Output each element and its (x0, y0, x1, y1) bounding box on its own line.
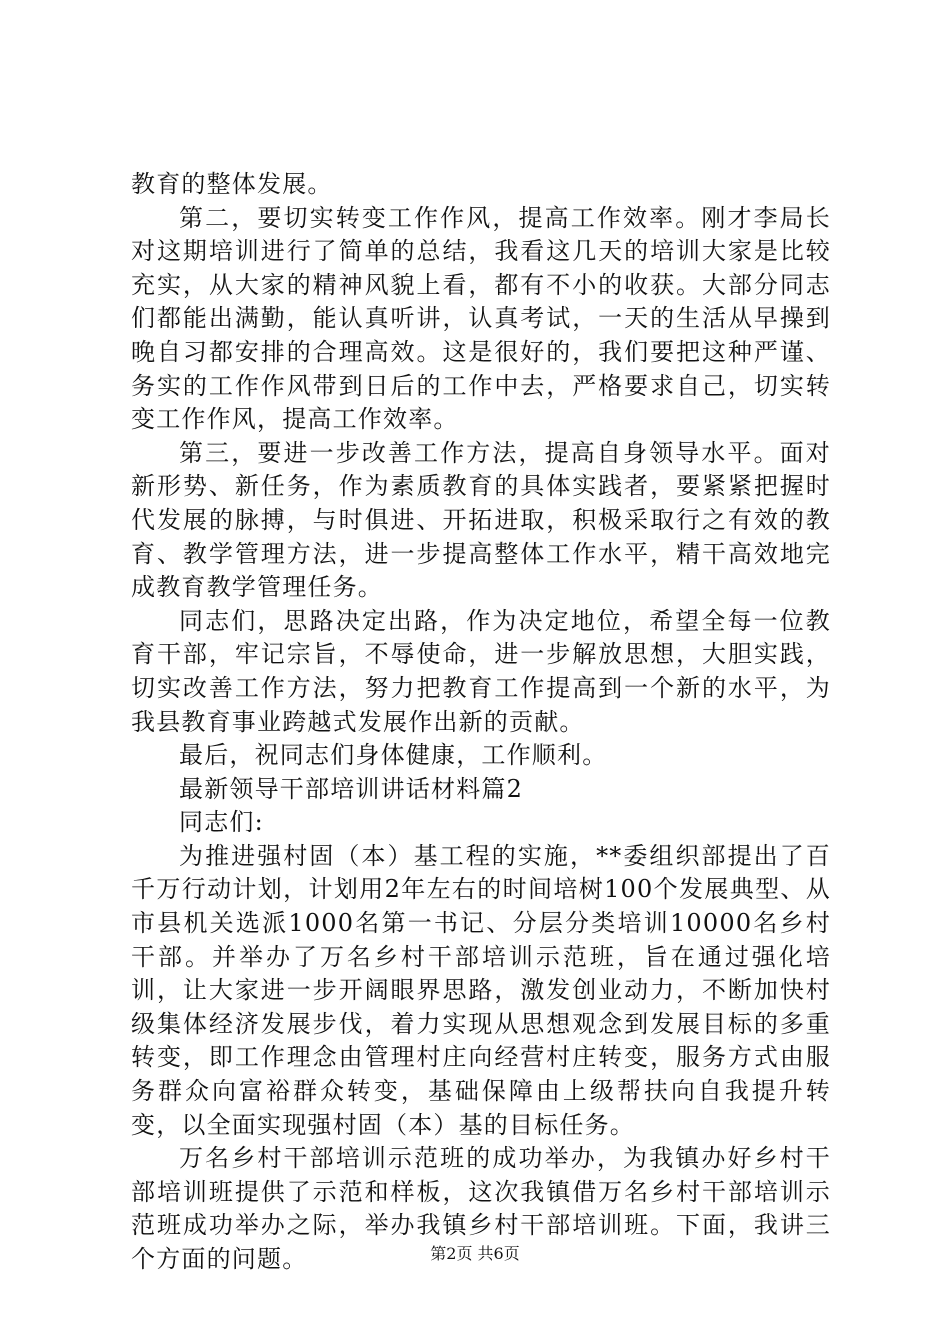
paragraph-continuation: 教育的整体发展。 (131, 170, 333, 198)
document-body (131, 168, 831, 1277)
paragraph-program-intro: 为推进强村固（本）基工程的实施，**委组织部提出了百千万行动计划，计划用2年左右的时间培树100个发展典型、从市县机关选派1000名第一书记、分层分类培训10000名乡村干部。并举办了万名乡村干部培训示范班，旨在通过强化培训，让大家进一步开阔眼界思路，激发创业动力，不断加快村级集体经济发展步伐，着力实现从思想观念到发展目标的多重转变，即工作理念由管理村庄向经营村庄转变，服务方式由服务群众向富裕群众转变，基础保障由上级帮扶向自我提升转变，以全面实现强村固（本）基的目标任务。 (131, 841, 831, 1139)
paragraph-third-point: 第三，要进一步改善工作方法，提高自身领导水平。面对新形势、新任务，作为素质教育的具体实践者，要紧紧把握时代发展的脉搏，与时俱进、开拓进取，积极采取行之有效的教育、教学管理方法，进一步提高整体工作水平，精干高效地完成教育教学管理任务。 (131, 438, 831, 602)
paragraph-second-point: 第二，要切实转变工作作风，提高工作效率。刚才李局长对这期培训进行了简单的总结，我看这几天的培训大家是比较充实，从大家的精神风貌上看，都有不小的收获。大部分同志们都能出满勤，能认真听讲，认真考试，一天的生活从早操到晚自习都安排的合理高效。这是很好的，我们要把这种严谨、务实的工作作风带到日后的工作中去，严格要求自己，切实转变工作作风，提高工作效率。 (131, 203, 831, 434)
salutation: 同志们: (179, 808, 264, 837)
section-heading: 最新领导干部培训讲话材料篇2 (179, 774, 524, 803)
paragraph-training-class: 万名乡村干部培训示范班的成功举办，为我镇办好乡村干部培训班提供了示范和样板，这次我镇借万名乡村干部培训示范班成功举办之际，举办我镇乡村干部培训班。下面，我讲三个方面的问题。 (131, 1144, 831, 1273)
paragraph-wishes: 最后，祝同志们身体健康，工作顺利。 (179, 741, 608, 770)
paragraph-closing-appeal: 同志们，思路决定出路，作为决定地位，希望全每一位教育干部，牢记宗旨，不辱使命，进一步解放思想，大胆实践，切实改善工作方法，努力把教育工作提高到一个新的水平，为我县教育事业跨越式发展作出新的贡献。 (131, 606, 831, 736)
page-footer: 第2页 共6页 (430, 1244, 520, 1263)
